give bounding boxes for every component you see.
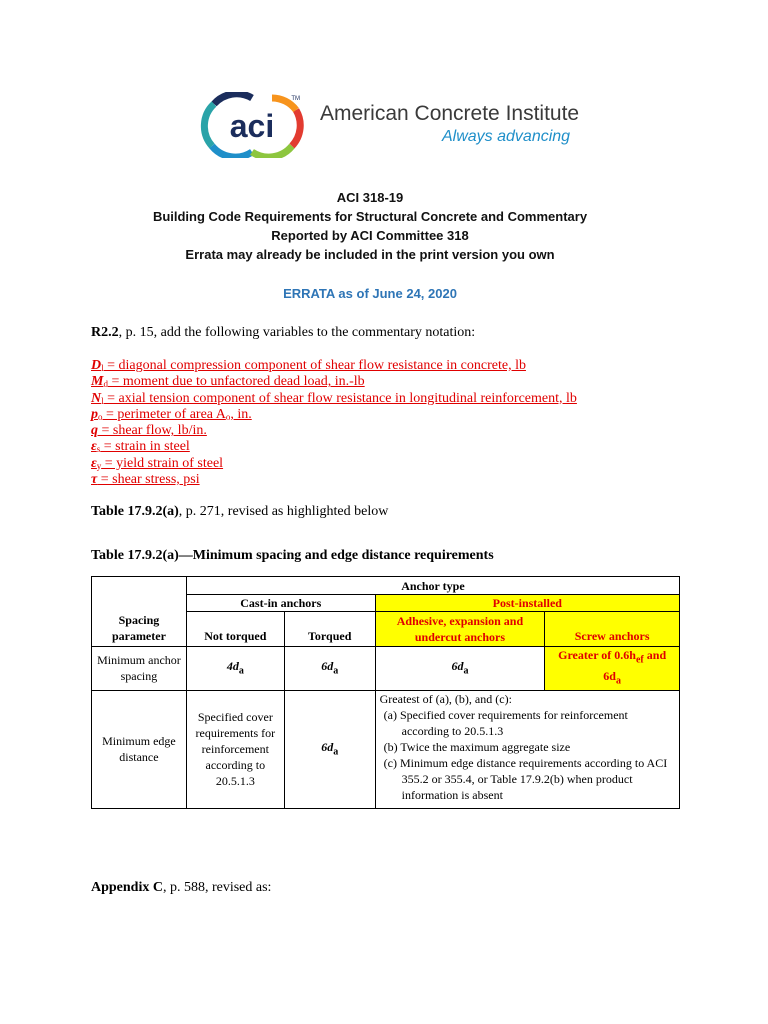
variable-item: $\varepsilon_s$ = strain in steel — [91, 439, 190, 455]
min-anchor-spacing-label: Minimum anchor spacing — [92, 647, 187, 691]
appendix-paragraph — [91, 880, 271, 896]
cast-in-header: Cast-in anchors — [186, 595, 375, 612]
spacing-parameter-header: Spacing parameter — [92, 577, 187, 647]
variable-item: τ = shear stress, psi — [91, 472, 200, 488]
logo-arc-navy — [214, 94, 252, 104]
logo-trademark: TM — [291, 96, 300, 102]
variable-item: $M_d$ = moment due to unfactored dead load, in.-lb — [91, 374, 365, 390]
logo-arc-blue — [212, 146, 252, 157]
table-title: Table 17.9.2(a)—Minimum spacing and edge distance requirements — [91, 548, 494, 563]
adhesive-header: Adhesive, expansion and undercut anchors — [375, 612, 545, 647]
variables-list — [91, 358, 577, 488]
cell-value: $6d_a$ — [375, 647, 545, 691]
list-item: (b) Twice the maximum aggregate size — [383, 739, 571, 754]
anchor-type-header: Anchor type — [186, 577, 679, 595]
logo-arc-green — [252, 146, 292, 157]
appendix-text: , p. 588, revised as: — [162, 880, 272, 895]
logo-mark-text: aci — [229, 108, 275, 144]
errata-date: ERRATA as of June 24, 2020 — [283, 286, 457, 301]
doc-notice: Errata may already be included in the print version you own — [185, 247, 555, 262]
logo-org-name: American Concrete Institute — [320, 102, 580, 125]
variable-item: $D_l$ = diagonal compression component of shear flow resistance in concrete, lb — [91, 358, 526, 373]
table-note — [91, 504, 388, 520]
list-item: (c) Minimum edge distance requirements according to ACI 355.2 or 355.4, or Table 17.9.2(b) when product information is absent — [383, 755, 668, 802]
cell-value: $4d_a$ — [186, 647, 284, 691]
doc-title: ACI 318-19 — [336, 190, 404, 205]
logo-arc-red — [292, 110, 300, 146]
cell-value: $6d_a$ — [284, 647, 375, 691]
torqued-header: Torqued — [284, 612, 375, 647]
r22-paragraph — [91, 325, 475, 341]
list-item: (a) Specified cover requirements for reinforcement according to 20.5.1.3 — [383, 707, 628, 738]
cell-value: Specified cover requirements for reinforcement according to 20.5.1.3 — [186, 690, 284, 808]
spacing-requirements-table — [91, 576, 680, 809]
cell-value: $6d_a$ — [284, 690, 375, 808]
aci-logo — [200, 92, 580, 158]
min-edge-distance-label: Minimum edge distance — [92, 690, 187, 808]
variable-item: $\varepsilon_y$ = yield strain of steel — [91, 455, 224, 471]
screw-spacing-cell: Greater of $0.6h_{ef}$ and $6d_a$ — [545, 647, 680, 691]
appendix-ref: Appendix C — [91, 880, 163, 895]
r22-ref: R2.2 — [91, 325, 119, 340]
aci-logo-mark — [200, 92, 304, 158]
edge-distance-list-cell — [375, 690, 679, 808]
post-installed-header: Post-installed — [375, 595, 679, 612]
variable-item: q = shear flow, lb/in. — [91, 423, 207, 439]
variable-item: $p_o$ = perimeter of area $A_o$, in. — [91, 406, 252, 422]
table-note-ref: Table 17.9.2(a) — [91, 504, 179, 519]
r22-text: , p. 15, add the following variables to the commentary notation: — [118, 325, 476, 340]
doc-committee: Reported by ACI Committee 318 — [271, 228, 469, 243]
logo-tagline: Always advancing — [442, 128, 571, 145]
table-row — [92, 647, 680, 691]
variable-item: $N_l$ = axial tension component of shear flow resistance in longitudinal reinforcement, lb — [91, 390, 577, 406]
logo-arc-teal — [204, 104, 214, 146]
list-intro: Greatest of (a), (b), and (c): — [379, 691, 512, 706]
screw-anchors-header: Screw anchors — [545, 612, 680, 647]
not-torqued-header: Not torqued — [186, 612, 284, 647]
table-row — [92, 690, 680, 808]
doc-subtitle: Building Code Requirements for Structural Concrete and Commentary — [152, 209, 588, 224]
table-note-text: , p. 271, revised as highlighted below — [178, 504, 389, 519]
